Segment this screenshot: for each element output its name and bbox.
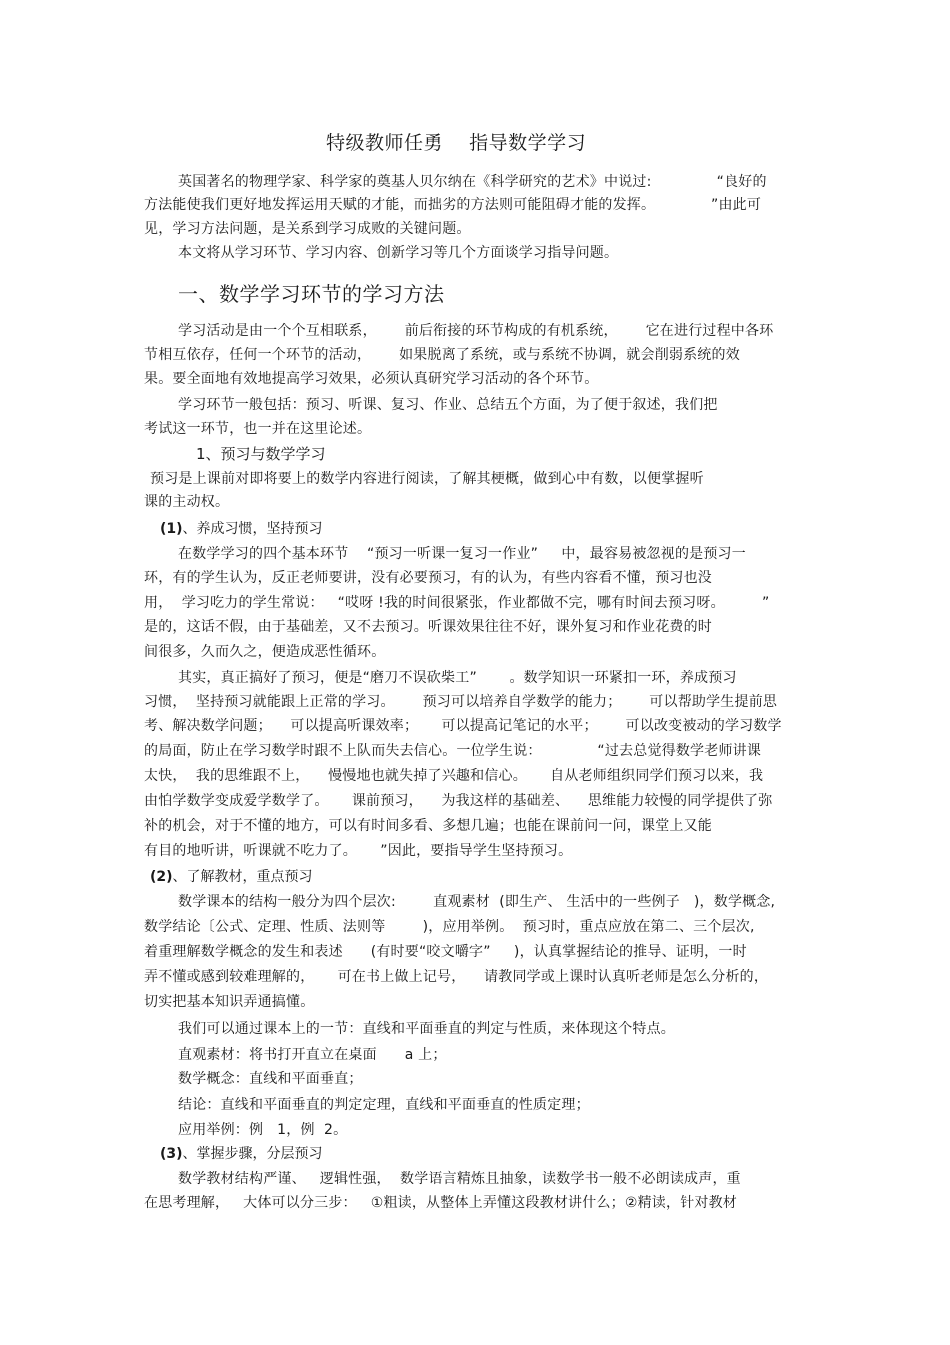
paragraph-line: 在数学学习的四个基本环节 “预习一听课一复习一作业” 中，最容易被忽视的是预习一 [178, 546, 746, 562]
paragraph-line: 用， 学习吃力的学生常说： “哎呀 !我的时间很紧张，作业都做不完，哪有时间去预习呀。 ” [144, 595, 770, 611]
paragraph-line: 间很多，久而久之，便造成恶性循环。 [144, 644, 386, 660]
paragraph-line: 的局面，防止在学习数学时跟不上队而失去信心。一位学生说： “过去总觉得数学老师讲课 [144, 743, 762, 759]
section-heading: 一、数学学习环节的学习方法 [178, 282, 445, 306]
paragraph-line: 节相互依存，任何一个环节的活动， 如果脱离了系统，或与系统不协调，就会削弱系统的效 [144, 347, 740, 363]
paragraph-line: 弄不懂或感到较难理解的， 可在书上做上记号， 请教同学或上课时认真听老师是怎么分析的， [144, 969, 769, 985]
paragraph-line: 是的，这话不假，由于基础差，又不去预习。听课效果往往不好，课外复习和作业花费的时 [144, 619, 712, 635]
paragraph-line: 预习是上课前对即将要上的数学内容进行阅读，了解其梗概，做到心中有数，以便掌握听 [150, 471, 704, 487]
list-item: 直观素材：将书打开直立在桌面 a 上； [178, 1047, 447, 1063]
intro-line: 见，学习方法问题，是关系到学习成败的关键问题。 [144, 221, 471, 237]
subsection-heading: 1、预习与数学学习 [196, 445, 326, 463]
intro-line: 方法能使我们更好地发挥运用天赋的才能，而拙劣的方法则可能阻碍才能的发挥。 ”由此可 [144, 197, 762, 213]
point-heading [160, 1144, 323, 1164]
point-heading [150, 867, 313, 887]
paragraph-line: 数学结论〔公式、定理、性质、法则等 )，应用举例。 预习时，重点应放在第二、三个层次, [144, 919, 755, 935]
paragraph-line: 环，有的学生认为，反正老师要讲，没有必要预习，有的认为，有些内容看不懂，预习也没 [144, 570, 712, 586]
point-number: (3) [160, 1146, 183, 1162]
paragraph-line: 考、解决数学问题； 可以提高听课效率； 可以提高记笔记的水平； 可以改变被动的学习数学 [144, 718, 782, 734]
paragraph-line: 数学教材结构严谨、 逻辑性强， 数学语言精炼且抽象，读数学书一般不必朗读成声，重 [178, 1171, 741, 1187]
paragraph-line: 切实把基本知识弄通搞懂。 [144, 994, 315, 1010]
paragraph-line: 学习活动是由一个个互相联系， 前后衔接的环节构成的有机系统， 它在进行过程中各环 [178, 323, 774, 339]
paragraph-line: 我们可以通过课本上的一节：直线和平面垂直的判定与性质，来体现这个特点。 [178, 1021, 675, 1037]
intro-line: 本文将从学习环节、学习内容、创新学习等几个方面谈学习指导问题。 [178, 245, 619, 261]
paragraph-line: 由怕学数学变成爱学数学了。 课前预习， 为我这样的基础差、 思维能力较慢的同学提供了弥 [144, 793, 773, 809]
point-text: 、掌握步骤，分层预习 [182, 1146, 323, 1162]
paragraph-line: 数学课本的结构一般分为四个层次: 直观素材 (即生产、 生活中的一些例子 )，数学概念, [178, 894, 776, 910]
list-item: 应用举例：例 1，例 2。 [178, 1122, 348, 1138]
paragraph-line: 太快， 我的思维跟不上， 慢慢地也就失掉了兴趣和信心。 自从老师组织同学们预习以来，我 [144, 768, 764, 784]
paragraph-line: 有目的地听讲，听课就不吃力了。 ”因此，要指导学生坚持预习。 [144, 843, 573, 859]
point-heading [160, 519, 323, 539]
paragraph-line: 其实，真正搞好了预习，便是“磨刀不误砍柴工” 。数学知识一环紧扣一环，养成预习 [178, 670, 737, 686]
paragraph-line: 果。要全面地有效地提高学习效果，必须认真研究学习活动的各个环节。 [144, 371, 599, 387]
point-number: (1) [160, 521, 183, 537]
paragraph-line: 课的主动权。 [144, 494, 230, 510]
paragraph-line: 习惯， 坚持预习就能跟上正常的学习。 预习可以培养自学数学的能力； 可以帮助学生提前思 [144, 694, 778, 710]
paragraph-line: 考试这一环节，也一并在这里论述。 [144, 421, 372, 437]
paragraph-line: 学习环节一般包括：预习、听课、复习、作业、总结五个方面，为了便于叙述，我们把 [178, 397, 718, 413]
paragraph-line: 在思考理解， 大体可以分三步： ①粗读，从整体上弄懂这段教材讲什么；②精读，针对教材 [144, 1195, 738, 1211]
list-item: 结论：直线和平面垂直的判定定理，直线和平面垂直的性质定理； [178, 1097, 590, 1113]
page-title: 特级教师任勇 指导数学学习 [326, 132, 587, 154]
point-text: 、了解教材，重点预习 [172, 869, 313, 885]
list-item: 数学概念：直线和平面垂直； [178, 1071, 363, 1087]
intro-line: 英国著名的物理学家、科学家的奠基人贝尔纳在《科学研究的艺术》中说过: “良好的 [178, 174, 767, 190]
paragraph-line: 补的机会，对于不懂的地方，可以有时间多看、多想几遍；也能在课前问一问，课堂上又能 [144, 818, 712, 834]
paragraph-line: 着重理解数学概念的发生和表述 (有时要“咬文嚼字” )，认真掌握结论的推导、证明，一时 [144, 944, 747, 960]
point-number: (2) [150, 869, 173, 885]
point-text: 、养成习惯，坚持预习 [182, 521, 323, 537]
